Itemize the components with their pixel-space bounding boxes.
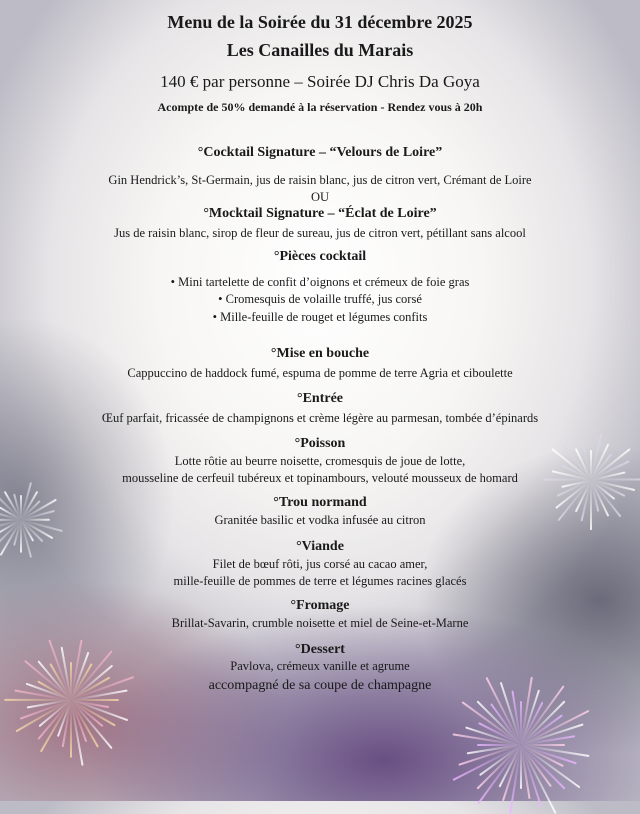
firework-ray [490,703,522,746]
fromage-heading: °Fromage [290,598,350,613]
firework-ray [502,745,522,801]
dessert-desc-2: accompagné de sa coupe de champagne [208,678,432,693]
firework-ray [477,744,521,746]
price-line: 140 € par personne – Soirée DJ Chris Da Goya [160,72,480,91]
firework-ray [521,709,590,745]
firework-ray [520,714,563,746]
firework-ray [477,744,521,804]
firework-ray [57,700,72,737]
cocktail-desc: Gin Hendrick’s, St-Germain, jus de raisin blanc, jus de citron vert, Crémant de Loire [108,173,532,187]
firework-ray [71,699,116,726]
poisson-desc-1: Lotte rôtie au beurre noisette, cromesquis de joue de lotte, [174,454,466,468]
firework-ray [511,691,522,745]
firework-ray [520,744,580,788]
mocktail-desc: Jus de raisin blanc, sirop de fleur de sureau, jus de citron vert, pétillant sans alcool [114,226,526,240]
firework-ray [70,700,72,757]
viande-desc-2: mille-feuille de pommes de terre et légumes racines glacés [173,574,467,588]
firework-ray [62,700,72,748]
viande-desc-1: Filet de bœuf rôti, jus corsé au cacao amer, [212,557,428,571]
mise-desc: Cappuccino de haddock fumé, espuma de pomme de terre Agria et ciboulette [127,366,513,380]
firework-ray [479,744,522,776]
firework-ray [520,745,556,814]
firework-ray [458,744,521,766]
firework-ray [520,686,564,746]
pieces-item: • Cromesquis de volaille truffé, jus corsé [218,292,422,306]
firework-ray [499,745,522,788]
trou-desc: Granitée basilic et vodka infusée au citron [214,513,426,527]
firework-ray [40,700,72,753]
or-separator: OU [310,190,330,204]
firework-ray [465,726,521,746]
firework-ray [520,689,540,745]
firework-ray [71,699,119,701]
firework-ray [70,700,84,766]
firework-ray [520,702,543,745]
firework-ray [453,733,522,746]
firework-ray [521,744,565,746]
firework-ray [37,699,71,739]
firework-ray [476,744,521,789]
deposit-note: Acompte de 50% demandé à la réservation - Rendez vous à 20h [157,100,483,114]
firework-ray [20,699,72,719]
firework-ray [521,744,590,757]
firework-ray [27,699,71,709]
dessert-heading: °Dessert [295,642,345,657]
firework-ray [521,744,564,767]
firework-ray [520,701,522,745]
dessert-desc-1: Pavlova, crémeux vanille et agrume [230,659,410,673]
poisson-desc-2: mousseline de cerfeuil tubéreux et topinambours, velouté mousseux de homard [122,471,518,485]
trou-heading: °Trou normand [273,495,367,510]
menu-title: Menu de la Soirée du 31 décembre 2025 [167,12,473,32]
pieces-item: • Mini tartelette de confit d’oignons et crémeux de foie gras [170,275,470,289]
firework-ray [521,744,577,764]
pieces-item: • Mille-feuille de rouget et légumes confits [212,310,428,324]
firework-ray [521,735,575,746]
poisson-heading: °Poisson [294,436,346,451]
firework-ray [521,724,584,746]
viande-heading: °Viande [296,539,344,554]
firework-ray [71,699,129,722]
firework-ray [467,744,521,755]
firework-ray [70,700,99,748]
firework-ray [70,700,87,743]
firework-ray [462,701,522,745]
firework-ray [476,700,521,745]
fromage-desc: Brillat-Savarin, crumble noisette et miel de Seine-et-Marne [171,616,469,630]
mise-heading: °Mise en bouche [270,346,370,361]
firework-ray [4,699,71,701]
mocktail-heading: °Mocktail Signature – “Éclat de Loire” [203,206,437,221]
firework-ray [70,699,103,727]
cocktail-heading: °Cocktail Signature – “Velours de Loire” [197,145,443,160]
firework-ray [478,723,521,746]
firework-ray [509,745,522,814]
entree-desc: Œuf parfait, fricassée de champignons et crème légère au parmesan, tombée d’épinards [101,411,539,425]
firework-ray [15,699,71,733]
entree-heading: °Entrée [296,391,344,406]
firework-ray [520,745,542,808]
firework-ray [70,699,112,749]
firework-ray [520,744,552,787]
firework-ray [71,699,109,708]
firework-ray [520,745,531,799]
pieces-heading: °Pièces cocktail [273,249,367,264]
firework-ray [452,744,521,780]
restaurant-name: Les Canailles du Marais [226,40,414,60]
firework-ray [520,744,565,789]
firework-ray [38,699,71,727]
firework-ray [520,745,522,789]
firework-ray [520,700,565,745]
